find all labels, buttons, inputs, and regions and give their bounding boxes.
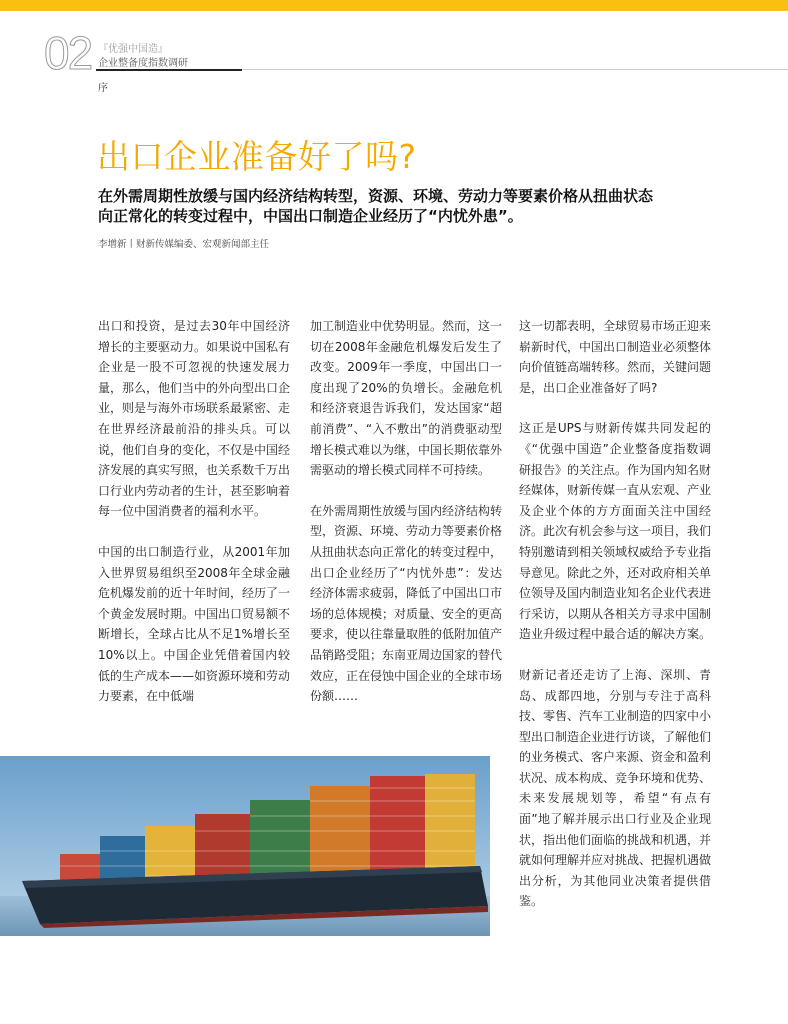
top-accent-bar [0, 0, 788, 11]
series-label: 『优强中国造』 [98, 44, 168, 55]
paragraph: 加工制造业中优势明显。然而，这一切在2008年金融危机爆发后发生了改变。2009年一季度，中国出口一度出现了20%的负增长。金融危机和经济衰退告诉我们，发达国家“超前消费”、“入不敷出”的消费驱动型增长模式难以为继，中国长期依靠外需驱动的增长模式同样不可持续。 [310, 319, 503, 478]
paragraph: 在外需周期性放缓与国内经济结构转型，资源、环境、劳动力等要素价格从扭曲状态向正常化的转变过程中，出口企业经历了“内忧外患”：发达经济体需求疲弱，降低了中国出口市场的总体规模；对质量、安全的更高要求，使以往靠量取胜的低附加值产品销路受阻；东南亚周边国家的替代效应，正在侵蚀中国企业的全球市场份额…… [310, 503, 503, 704]
text-column-1 [98, 316, 290, 727]
container-ship-illustration [0, 756, 490, 936]
paragraph: 这正是UPS与财新传媒共同发起的《“优强中国造”企业整备度指数调研报告》的关注点。作为国内知名财经媒体，财新传媒一直从宏观、产业及企业个体的方方面面关注中国经济。此次有机会参与这一项目，我们特别邀请到相关领域权威给予专业指导意见。除此之外，还对政府相关单位领导及国内制造业知名企业代表进行采访，以期从各相关方寻求中国制造业升级过程中最合适的解决方案。 [519, 421, 712, 642]
series-subtitle: 企业整备度指数调研 [98, 58, 188, 69]
paragraph: 财新记者还走访了上海、深圳、青岛、成都四地，分别与专注于高科技、零售、汽车工业制造的四家中小型出口制造企业进行访谈，了解他们的业务模式、客户来源、资金和盈利状况、成本构成、竞争环境和优势、未来发展规划等，希望“有点有面”地了解并展示出口行业及企业现状，指出他们面临的挑战和机遇，并就如何理解并应对挑战、把握机遇做出分析，为其他同业决策者提供借鉴。 [519, 667, 712, 909]
text-column-3 [519, 316, 711, 932]
text-column-2 [310, 316, 502, 727]
article-byline: 李增新丨财新传媒编委、宏观新闻部主任 [98, 239, 270, 250]
header-rule-thin [242, 69, 788, 70]
page-number: 02 [44, 27, 92, 79]
section-label: 序 [98, 83, 108, 94]
article-title: 出口企业准备好了吗? [97, 137, 417, 176]
paragraph: 这一切都表明，全球贸易市场正迎来崭新时代，中国出口制造业必须整体向价值链高端转移。然而，关键问题是，出口企业准备好了吗? [519, 319, 712, 395]
paragraph: 中国的出口制造行业，从2001年加入世界贸易组织至2008年全球金融危机爆发前的近十年时间，经历了一个黄金发展时期。中国出口贸易额不断增长，全球占比从不足1%增长至10%以上。中国企业凭借着国内较低的生产成本——如资源环境和劳动力要素，在中低端 [98, 544, 291, 704]
container-ship-photo [0, 756, 490, 936]
header-rule [96, 69, 242, 71]
article-deck: 在外需周期性放缓与国内经济结构转型，资源、环境、劳动力等要素价格从扭曲状态向正常化的转变过程中，中国出口制造企业经历了“内忧外患”。 [98, 187, 654, 225]
paragraph: 出口和投资，是过去30年中国经济增长的主要驱动力。如果说中国私有企业是一股不可忽视的快速发展力量，那么，他们当中的外向型出口企业，则是与海外市场联系最紧密、走在世界经济最前沿的排头兵。可以说，他们自身的变化，不仅是中国经济发展的真实写照，也关系数千万出口行业内劳动者的生计，甚至影响着每一位中国消费者的福利水平。 [98, 319, 291, 519]
